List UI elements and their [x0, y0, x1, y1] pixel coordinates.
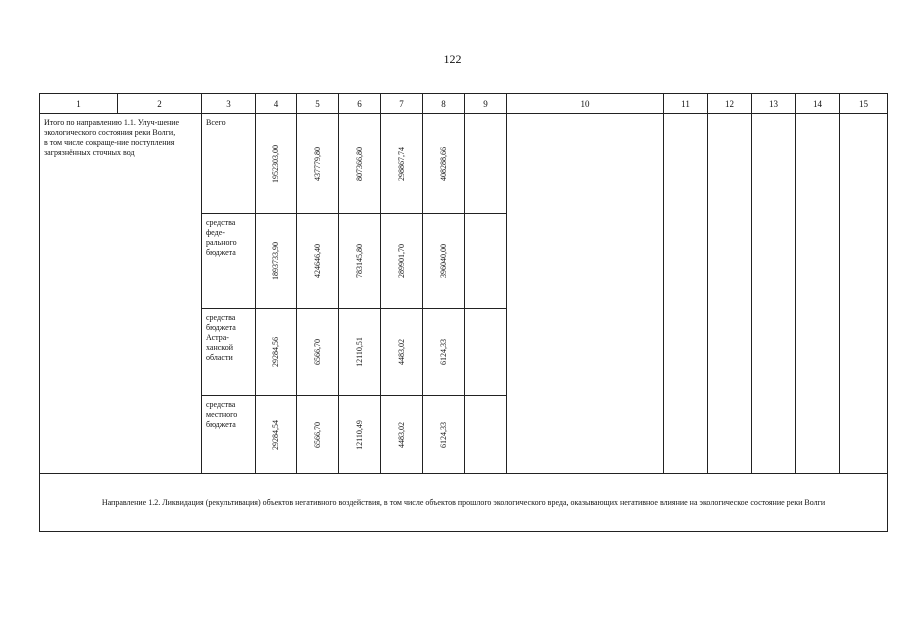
empty-cell	[465, 114, 507, 214]
value-text: 4483,02	[396, 421, 406, 448]
value-text: 29284,56	[271, 337, 280, 367]
value-cell	[423, 214, 465, 309]
column-header: 6	[339, 94, 381, 114]
empty-cell	[465, 396, 507, 474]
value-cell	[423, 114, 465, 214]
value-cell	[297, 114, 339, 214]
value-text: 424646,40	[312, 244, 322, 278]
funding-source: средства феде-рального бюджета	[202, 214, 256, 309]
column-header: 4	[256, 94, 297, 114]
column-header: 9	[465, 94, 507, 114]
value-text: 396040,00	[438, 244, 448, 278]
section-heading-row	[40, 474, 888, 532]
value-text: 1893733,90	[271, 242, 280, 280]
value-cell	[423, 396, 465, 474]
empty-cell	[708, 114, 752, 474]
value-text: 4483,02	[396, 339, 406, 365]
column-header: 10	[507, 94, 664, 114]
value-text: 408288,66	[438, 146, 448, 181]
value-text: 6566,70	[312, 421, 322, 448]
empty-cell	[796, 114, 840, 474]
value-cell	[339, 214, 381, 309]
column-header: 13	[752, 94, 796, 114]
budget-table	[39, 93, 888, 532]
column-header: 11	[664, 94, 708, 114]
value-text: 1952303,00	[271, 144, 280, 183]
section-heading: Направление 1.2. Ликвидация (рекультивация) объектов негативного воздействия, в том числе объектов прошлого экологического вреда, оказывающих негативное влияние на экологическое состояние реки Волги	[40, 474, 888, 532]
funding-source: средства бюджета Астра-ханской области	[202, 309, 256, 396]
direction-total-text: Итого по направлению 1.1. Улуч-шение экологического состояния реки Волги, в том числе сокраще-ние поступления загрязнённых сточных вод	[44, 118, 180, 157]
column-header: 15	[840, 94, 888, 114]
value-text: 12110,49	[354, 419, 364, 450]
value-cell	[339, 396, 381, 474]
column-number-row	[40, 94, 888, 114]
direction-total-label	[40, 114, 202, 474]
value-cell	[256, 309, 297, 396]
value-cell	[256, 396, 297, 474]
value-text: 6124,33	[438, 339, 448, 365]
value-text: 29284,54	[271, 419, 280, 450]
value-cell	[297, 309, 339, 396]
column-header: 3	[202, 94, 256, 114]
funding-source: средства местного бюджета	[202, 396, 256, 474]
empty-cell	[465, 309, 507, 396]
column-header: 7	[381, 94, 423, 114]
value-cell	[423, 309, 465, 396]
table-row	[40, 114, 888, 214]
value-text: 298867,74	[396, 146, 406, 181]
empty-cell	[840, 114, 888, 474]
value-text: 807366,80	[354, 146, 364, 181]
empty-cell	[465, 214, 507, 309]
value-cell	[381, 114, 423, 214]
value-cell	[256, 214, 297, 309]
value-cell	[256, 114, 297, 214]
value-cell	[381, 309, 423, 396]
page-number: 122	[443, 52, 462, 66]
value-text: 6566,70	[312, 339, 322, 365]
value-cell	[381, 396, 423, 474]
value-text: 783145,80	[354, 244, 364, 278]
column-header: 8	[423, 94, 465, 114]
value-cell	[339, 309, 381, 396]
value-text: 12110,51	[354, 337, 364, 367]
column-header: 14	[796, 94, 840, 114]
value-cell	[297, 396, 339, 474]
column-header: 12	[708, 94, 752, 114]
value-text: 289901,70	[396, 244, 406, 278]
funding-source: Всего	[202, 114, 256, 214]
column-header: 2	[118, 94, 202, 114]
value-cell	[339, 114, 381, 214]
empty-cell	[752, 114, 796, 474]
value-cell	[297, 214, 339, 309]
column-header: 1	[40, 94, 118, 114]
empty-cell	[507, 114, 664, 474]
value-text: 6124,33	[438, 421, 448, 448]
value-text: 437779,80	[312, 146, 322, 181]
value-cell	[381, 214, 423, 309]
column-header: 5	[297, 94, 339, 114]
empty-cell	[664, 114, 708, 474]
